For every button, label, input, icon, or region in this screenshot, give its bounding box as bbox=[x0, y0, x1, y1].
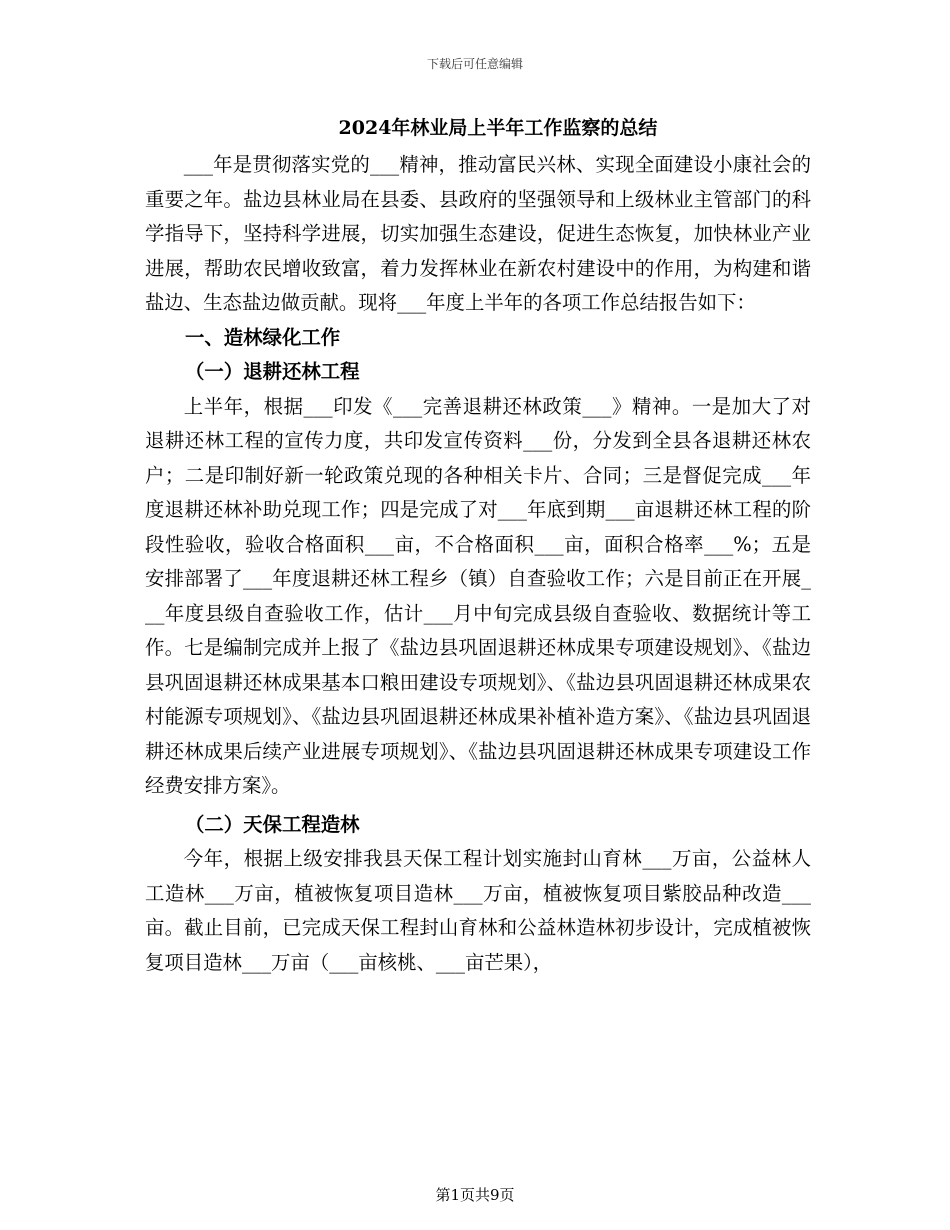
subsection-heading-forest-protection: （二）天保工程造林 bbox=[185, 812, 360, 836]
document-title: 2024年林业局上半年工作监察的总结 bbox=[338, 117, 658, 139]
forest-protection-paragraph: 今年，根据上级安排我县天保工程计划实施封山育林___万亩，公益林人工造林___万亩，植被恢复项目造林___万亩，植被恢复项目紫胶品种改造___亩。截止目前，已完成天保工程封山育林和公益林造林初步设计，完成植被恢复项目造林___万亩（___亩核桃、___亩芒果）， bbox=[145, 847, 811, 974]
intro-paragraph: ___年是贯彻落实党的___精神，推动富民兴林、实现全面建设小康社会的重要之年。盐边县林业局在县委、县政府的坚强领导和上级林业主管部门的科学指导下，坚持科学进展，切实加强生态建设，促进生态恢复，加快林业产业进展，帮助农民增收致富，着力发挥林业在新农村建设中的作用，为构建和谐盐边、生态盐边做贡献。现将___年度上半年的各项工作总结报告如下： bbox=[145, 153, 811, 314]
page-footer: 第1页共9页 bbox=[435, 1186, 515, 1204]
subsection-heading-grain-for-green: （一）退耕还林工程 bbox=[185, 360, 360, 383]
grain-for-green-paragraph: 上半年，根据___印发《___完善退耕还林政策___》精神。一是加大了对退耕还林工程的宣传力度，共印发宣传资料___份，分发到全县各退耕还林农户；二是印制好新一轮政策兑现的各种相关卡片、合同；三是督促完成___年度退耕还林补助兑现工作；四是完成了对___年底到期___亩退耕还林工程的阶段性验收，验收合格面积___亩，不合格面积___亩，面积合格率___%；五是安排部署了___年度退耕还林工程乡（镇）自查验收工作；六是目前正在开展___年度县级自查验收工作，估计___月中旬完成县级自查验收、数据统计等工作。七是编制完成并上报了《盐边县巩固退耕还林成果专项建设规划》、《盐边县巩固退耕还林成果基本口粮田建设专项规划》、《盐边县巩固退耕还林成果农村能源专项规划》、《盐边县巩固退耕还林成果补植补造方案》、《盐边县巩固退耕还林成果后续产业进展专项规划》、《盐边县巩固退耕还林成果专项建设工作经费安排方案》。 bbox=[145, 394, 811, 797]
document-body bbox=[145, 108, 811, 980]
section-heading-afforestation: 一、造林绿化工作 bbox=[185, 325, 341, 349]
page-header: 下载后可任意编辑 bbox=[426, 57, 523, 71]
